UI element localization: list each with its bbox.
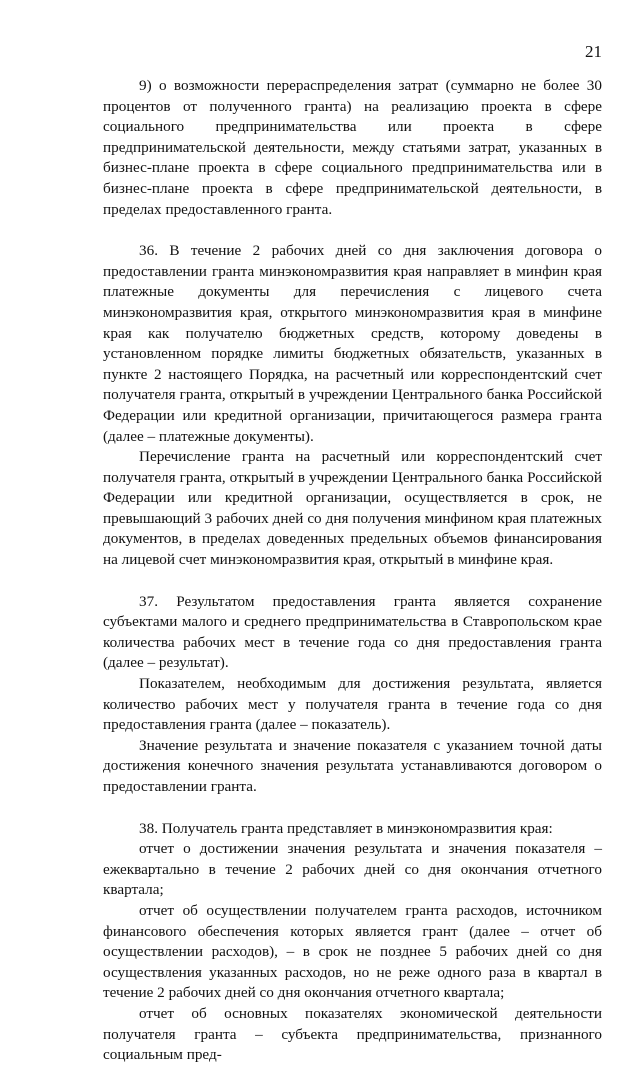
page-number: 21 — [585, 42, 602, 61]
paragraph-38: 38. Получатель гранта представляет в минэкономразвития края: — [139, 819, 553, 837]
document-body — [103, 76, 602, 1066]
paragraph-37-indicator: Показателем, необходимым для достижения результата, является количество рабочих мест у получателя гранта в течение года со дня предоставления гранта (далее – показатель). — [103, 675, 602, 734]
paragraph-38-report-expenses: отчет об осуществлении получателем гранта расходов, источником финансового обеспечения которых является грант (далее – отчет об осуществлении расходов), – в срок не позднее 5 рабочих дней со дня осуществления указанных расходов, но не реже одного раза в квартал в течение 2 рабочих дней со дня окончания отчетного квартала; — [103, 901, 602, 1002]
paragraph-38-report-result: отчет о достижении значения результата и значения показателя – ежеквартально в течение 2 рабочих дней со дня окончания отчетного квартала; — [103, 840, 602, 899]
paragraph-38-report-economic: отчет об основных показателях экономической деятельности получателя гранта – субъекта предпринимательства, признанного социальным пред- — [103, 1004, 602, 1064]
paragraph-gap — [103, 571, 602, 592]
paragraph-36: 36. В течение 2 рабочих дней со дня заключения договора о предоставлении гранта минэкономразвития края направляет в минфин края платежные документы для перечисления с лицевого счета минэкономразвития края, открытого минэкономразвития края в минфине края как получателю бюджетных средств, которому доведены в установленном порядке лимиты бюджетных обязательств, указанных в пункте 2 настоящего Порядка, на расчетный или корреспондентский счет получателя гранта, открытый в учреждении Центрального банка Российской Федерации или кредитной организации, причитающегося размера гранта (далее – платежные документы). — [103, 242, 602, 445]
paragraph-item-9: 9) о возможности перераспределения затрат (суммарно не более 30 процентов от полученного гранта) на реализацию проекта в сфере социального предпринимательства или проекта в сфере предпринимательской деятельности, между статьями затрат, указанных в бизнес-плане проекта в сфере социального предпринимательства или в бизнес-плане проекта в сфере предпринимательской деятельности, в пределах предоставленного гранта. — [103, 77, 602, 218]
paragraph-gap — [103, 220, 602, 241]
paragraph-37: 37. Результатом предоставления гранта является сохранение субъектами малого и среднего предпринимательства в Ставропольском крае количества рабочих мест в течение года со дня предоставления гранта (далее – результат). — [103, 592, 602, 672]
paragraph-37-values: Значение результата и значение показателя с указанием точной даты достижения конечного значения результата устанавливаются договором о предоставлении гранта. — [103, 736, 602, 795]
paragraph-36-transfer: Перечисление гранта на расчетный или корреспондентский счет получателя гранта, открытый в учреждении Центрального банка Российской Федерации или кредитной организации, осуществляется в срок, не превышающий 3 рабочих дней со дня получения минфином края платежных документов, в пределах доведенных предельных объемов финансирования на лицевой счет минэкономразвития края, открытый в минфине края. — [103, 448, 602, 569]
paragraph-gap — [103, 798, 602, 819]
